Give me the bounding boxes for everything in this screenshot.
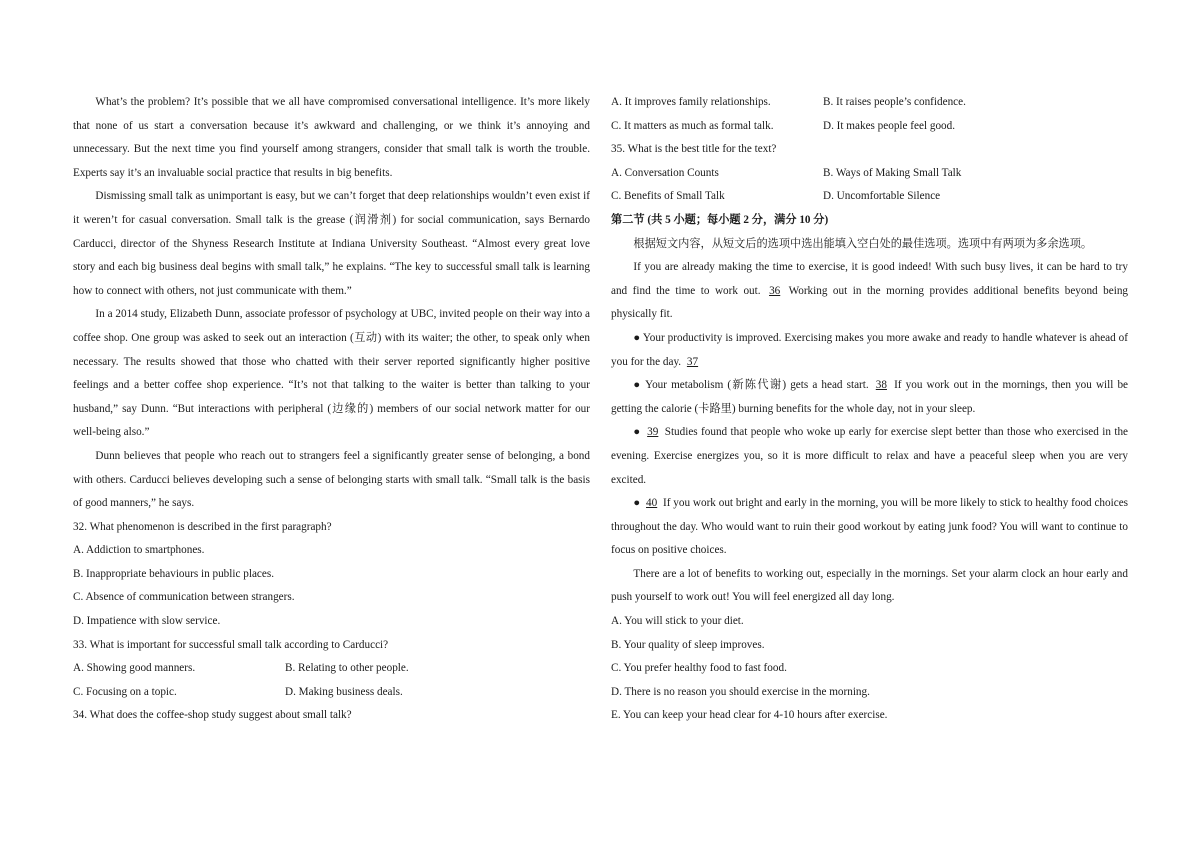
cloze-text: Studies found that people who woke up early for exercise slept better than those who exercised in the evening. Exercise energizes you, so it is more difficult to relax and have a peaceful sleep when you are very excited. xyxy=(611,426,1129,486)
cloze-bullet-3 xyxy=(611,421,1128,492)
question-32-option-c: C. Absence of communication between strangers. xyxy=(73,591,295,604)
cloze-text: If you are already making the time to exercise, it is good indeed! With such busy lives, it can be hard to try and find the time to work out. xyxy=(611,261,1128,297)
blank-39: 39 xyxy=(647,426,659,439)
cloze-bullet-4 xyxy=(611,492,1128,563)
cloze-option-c: C. You prefer healthy food to fast food. xyxy=(611,662,787,675)
section-title: 第二节 (共 5 小题；每小题 2 分，满分 10 分) xyxy=(611,213,829,226)
passage-paragraph-2: Dismissing small talk as unimportant is easy, but we can’t forget that deep relationships wouldn’t even exist if it weren’t for casual conversation. Small talk is the grease (润滑剂) for social communication, says Bernardo Carducci, director of the Shyness Research Institute at Indiana University Southeast. “Almost every great love story and each big business deal begins with small talk,” he explains. “The key to successful small talk is learning how to connect with others, not just communicate with them.” xyxy=(73,190,590,297)
left-column xyxy=(73,91,590,728)
cloze-text: ● Your productivity is improved. Exercising makes you more awake and ready to handle whatever is ahead of you for the day. xyxy=(611,331,1128,368)
question-34-options-row-2 xyxy=(611,115,1128,139)
question-35-options-row-2 xyxy=(611,185,1128,209)
cloze-text: If you work out bright and early in the morning, you will be more likely to stick to healthy food choices throughout the day. Who would want to ruin their good workout by eating junk food? You will want to continue to focus on positive choices. xyxy=(611,497,1129,557)
passage-paragraph-4: Dunn believes that people who reach out to strangers feel a significantly greater sense of belonging, a bond with others. Carducci believes developing such a sense of belonging starts with small talk. “Small talk is the basis of good manners,” he says. xyxy=(73,449,590,510)
cloze-option-a: A. You will stick to your diet. xyxy=(611,615,744,628)
question-35-option-d: D. Uncomfortable Silence xyxy=(823,190,941,203)
passage-paragraph-1: What’s the problem? It’s possible that we all have compromised conversational intelligence. It’s more likely that none of us start a conversation because it’s awkward and challenging, or we think it’s annoying and unnecessary. But the next time you find yourself among strangers, consider that small talk is worth the trouble. Experts say it’s an invaluable social practice that results in big benefits. xyxy=(73,96,590,179)
blank-36: 36 xyxy=(769,284,781,297)
cloze-text: Working out in the morning provides additional benefits beyond being physically fit. xyxy=(611,284,1129,321)
question-35-stem: 35. What is the best title for the text? xyxy=(611,143,777,156)
question-35-option-a: A. Conversation Counts xyxy=(611,166,719,179)
question-33-option-d: D. Making business deals. xyxy=(285,685,403,698)
blank-40: 40 xyxy=(646,497,658,510)
question-32-option-d: D. Impatience with slow service. xyxy=(73,615,221,628)
question-33-option-c: C. Focusing on a topic. xyxy=(73,685,177,698)
cloze-paragraph-1 xyxy=(611,256,1128,327)
question-35-option-c: C. Benefits of Small Talk xyxy=(611,190,725,203)
question-32-option-b: B. Inappropriate behaviours in public places. xyxy=(73,567,275,580)
cloze-option-b: B. Your quality of sleep improves. xyxy=(611,638,765,651)
question-34-option-b: B. It raises people’s confidence. xyxy=(823,96,966,108)
question-33-options-row-1 xyxy=(73,657,590,681)
bullet-glyph: ● xyxy=(633,426,641,439)
cloze-option-d: D. There is no reason you should exercise in the morning. xyxy=(611,685,870,698)
cloze-text: If you work out in the mornings, then you will be getting the calorie (卡路里) burning benefits for the whole day, not in your sleep. xyxy=(611,379,1129,415)
question-34-option-a: A. It improves family relationships. xyxy=(611,96,771,108)
question-32-option-a: A. Addiction to smartphones. xyxy=(73,544,205,557)
cloze-bullet-1 xyxy=(611,327,1128,374)
question-34-option-d: D. It makes people feel good. xyxy=(823,119,956,132)
question-32-stem: 32. What phenomenon is described in the first paragraph? xyxy=(73,520,332,533)
bullet-glyph: ● xyxy=(633,497,641,510)
question-34-stem: 34. What does the coffee-shop study suggest about small talk? xyxy=(73,709,352,722)
cloze-text: ● Your metabolism (新陈代谢) gets a head start. xyxy=(633,379,869,392)
blank-38: 38 xyxy=(875,379,887,392)
blank-37: 37 xyxy=(686,355,699,368)
question-33-option-a: A. Showing good manners. xyxy=(73,662,196,675)
cloze-paragraph-last: There are a lot of benefits to working out, especially in the mornings. Set your alarm clock an hour early and push yourself to work out! You will feel energized all day long. xyxy=(611,567,1128,604)
passage-paragraph-3: In a 2014 study, Elizabeth Dunn, associate professor of psychology at UBC, invited people on their way into a coffee shop. One group was asked to seek out an interaction (互动) with its waiter; the other, to speak only when necessary. The results showed that those who chatted with their server reported significantly higher positive feelings and a better coffee shop experience. “It’s not that talking to the waiter is better than talking to your husband,” say Dunn. “But interactions with peripheral (边缘的) members of our social network matter for our well-being also.” xyxy=(73,308,590,439)
cloze-option-e: E. You can keep your head clear for 4-10 hours after exercise. xyxy=(611,709,888,722)
question-34-options-row-1 xyxy=(611,91,1128,115)
section-instructions: 根据短文内容，从短文后的选项中选出能填入空白处的最佳选项。选项中有两项为多余选项。 xyxy=(633,237,1093,250)
right-column xyxy=(611,91,1128,728)
question-35-options-row-1 xyxy=(611,162,1128,186)
question-33-stem: 33. What is important for successful small talk according to Carducci? xyxy=(73,638,389,651)
question-33-option-b: B. Relating to other people. xyxy=(285,662,409,675)
cloze-bullet-2 xyxy=(611,374,1128,421)
question-33-options-row-2 xyxy=(73,681,590,705)
question-35-option-b: B. Ways of Making Small Talk xyxy=(823,166,962,179)
question-34-option-c: C. It matters as much as formal talk. xyxy=(611,119,774,132)
